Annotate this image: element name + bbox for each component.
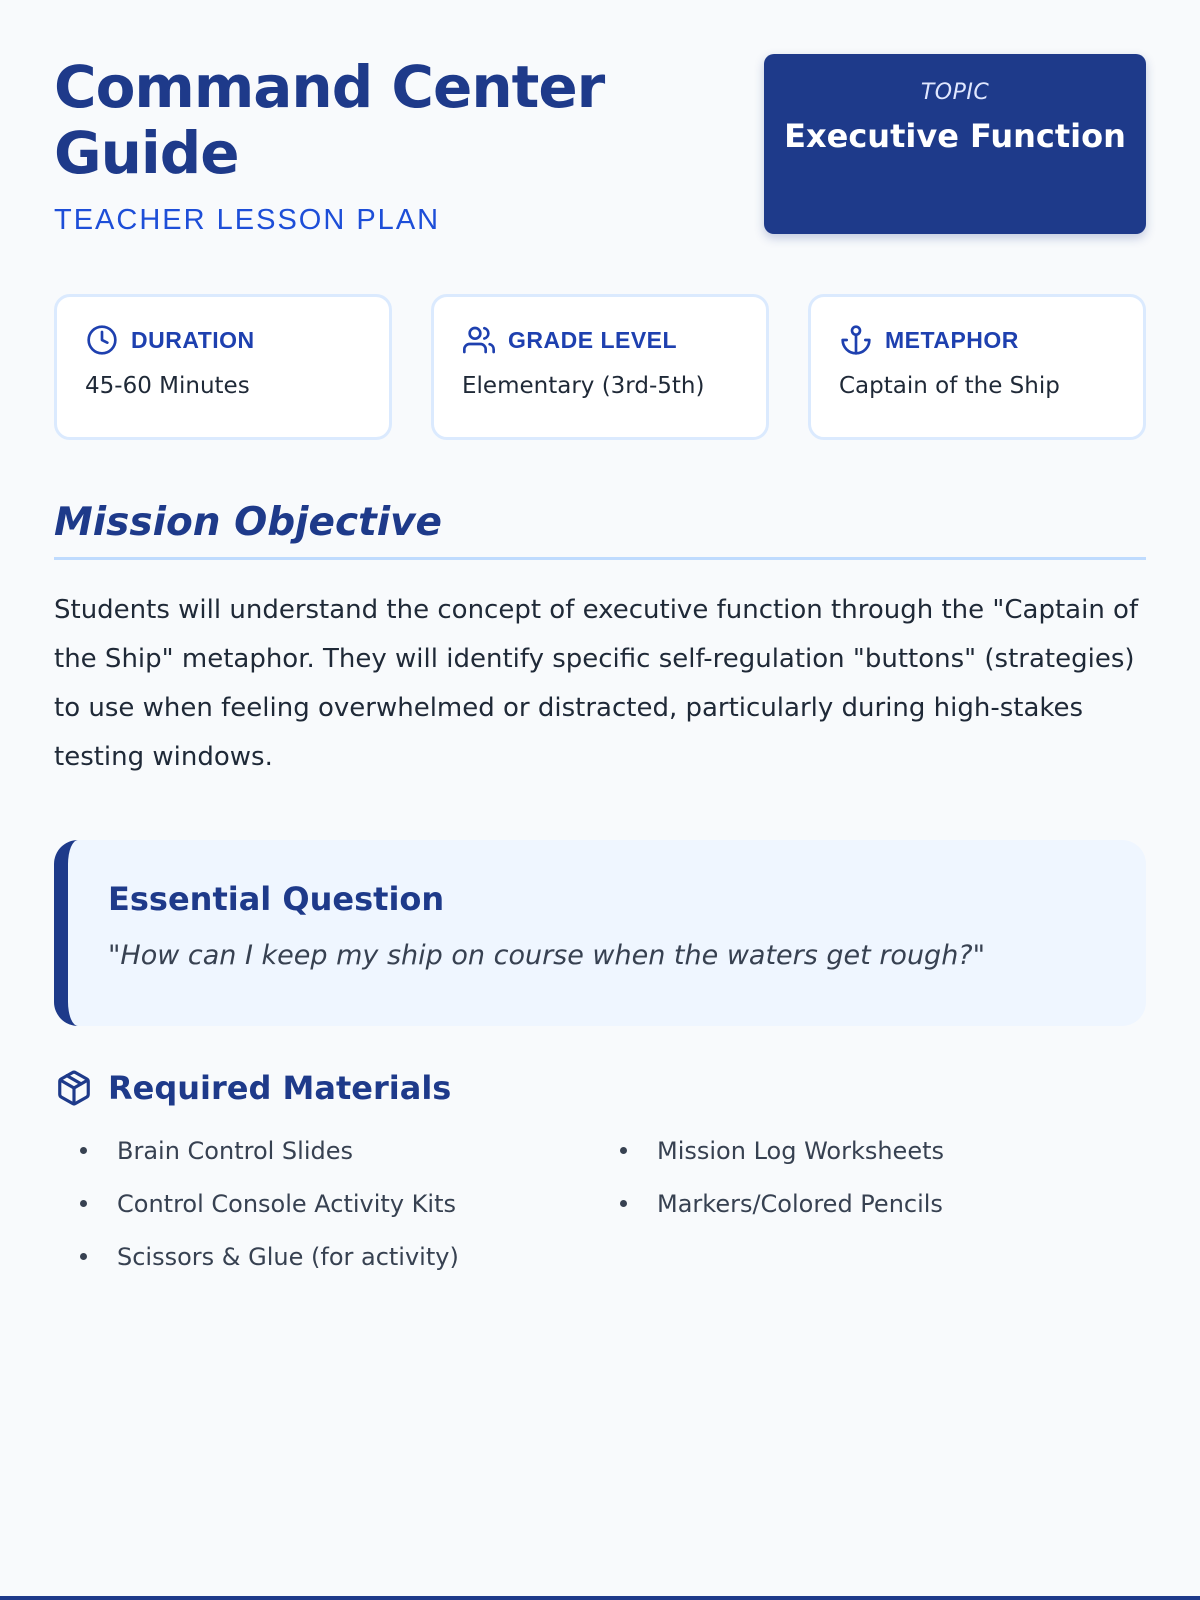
topic-card — [764, 54, 1146, 234]
list-item — [80, 1230, 620, 1283]
info-card-value: Elementary (3rd-5th) — [462, 373, 705, 399]
users-icon — [462, 323, 496, 357]
bullet-icon — [80, 1253, 87, 1260]
bullet-icon — [80, 1200, 87, 1207]
info-card-header — [462, 323, 738, 357]
info-card-grade-level — [431, 294, 769, 440]
info-card-metaphor — [808, 294, 1146, 440]
list-item — [80, 1177, 620, 1230]
bullet-icon — [620, 1147, 627, 1154]
essential-question-title: Essential Question — [108, 880, 445, 918]
header — [54, 54, 1146, 234]
info-card-label: GRADE LEVEL — [508, 326, 678, 353]
page-title: Command Center Guide — [54, 53, 605, 187]
title-block — [54, 54, 694, 237]
objective-text: Students will understand the concept of executive function through the "Captain of the Ship" metaphor. They will identify specific self-regulation "buttons" (strategies) to use when feeling overwhelmed or distracted, particularly during high-stakes testing windows. — [54, 595, 1139, 772]
anchor-icon — [839, 323, 873, 357]
list-item-label: Brain Control Slides — [117, 1136, 354, 1165]
clock-icon — [85, 323, 119, 357]
materials-list — [54, 1124, 1146, 1283]
info-card-header — [85, 323, 361, 357]
info-card-duration — [54, 294, 392, 440]
essential-question-box — [54, 840, 1146, 1026]
bullet-icon — [620, 1200, 627, 1207]
essential-question-text: "How can I keep my ship on course when the waters get rough?" — [108, 940, 986, 971]
list-item-label: Markers/Colored Pencils — [657, 1189, 943, 1218]
objective-heading: Mission Objective — [54, 500, 1146, 560]
topic-label: TOPIC — [920, 80, 990, 105]
package-icon — [54, 1068, 94, 1108]
list-item-label: Mission Log Worksheets — [657, 1136, 945, 1165]
list-item-label: Scissors & Glue (for activity) — [117, 1242, 459, 1271]
info-card-value: 45-60 Minutes — [85, 373, 250, 399]
list-item — [620, 1177, 1160, 1230]
info-card-label: METAPHOR — [885, 326, 1019, 353]
list-item — [620, 1124, 1160, 1177]
list-item — [80, 1124, 620, 1177]
info-cards — [54, 294, 1146, 440]
page-subtitle: TEACHER LESSON PLAN — [54, 204, 441, 236]
topic-value: Executive Function — [784, 117, 1126, 155]
list-item-label: Control Console Activity Kits — [117, 1189, 456, 1218]
info-card-value: Captain of the Ship — [839, 373, 1060, 399]
bullet-icon — [80, 1147, 87, 1154]
bottom-rule — [0, 1596, 1200, 1600]
info-card-header — [839, 323, 1115, 357]
info-card-label: DURATION — [131, 326, 255, 353]
materials-header — [54, 1068, 1146, 1108]
materials-title: Required Materials — [108, 1069, 452, 1107]
